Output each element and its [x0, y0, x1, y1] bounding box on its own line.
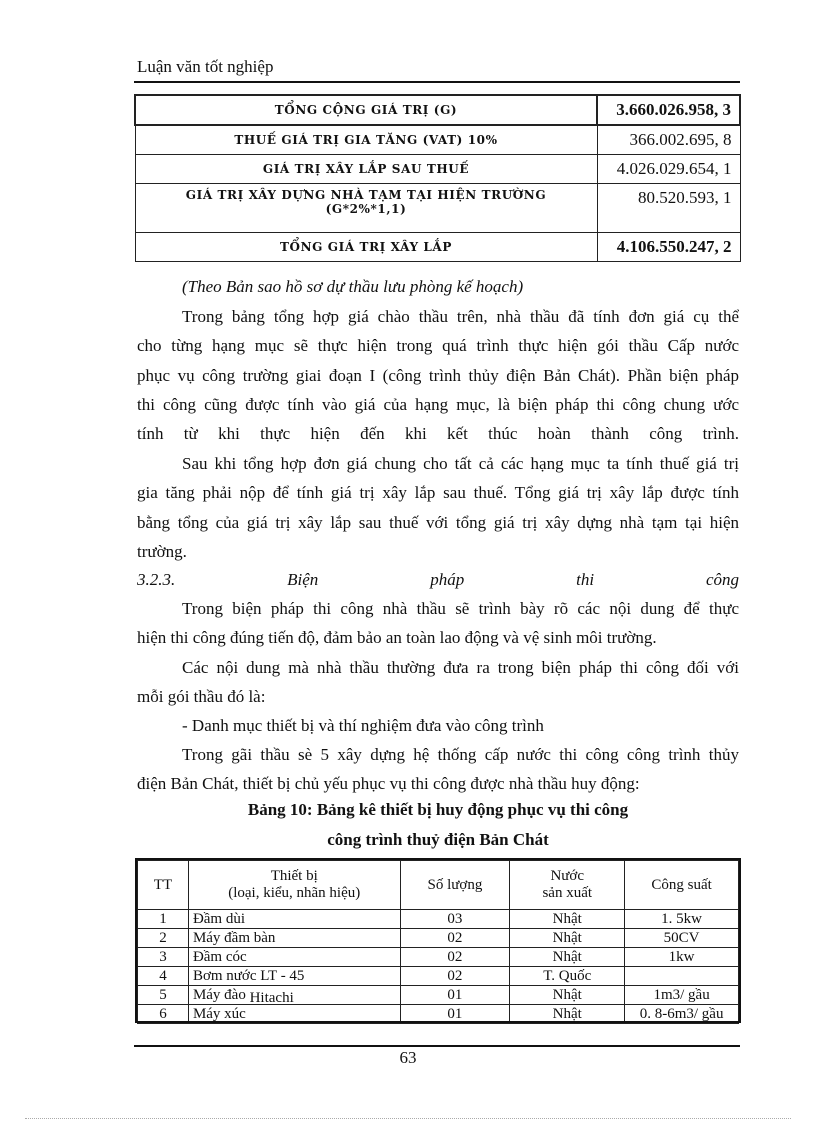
cell-qty: 01 — [400, 986, 510, 1005]
header-device — [188, 861, 400, 910]
paragraph-4 — [137, 653, 739, 712]
page-edge-dots — [25, 1118, 791, 1119]
device-name: Máy đào — [192, 986, 246, 1003]
paragraph-line: phục vụ công trường giai đoạn I (công trình thủy điện Bản Chát). Phần biện pháp — [137, 365, 739, 385]
cell-tt: 3 — [138, 948, 189, 967]
cell-capacity — [625, 967, 739, 986]
header-origin-line2: sản xuất — [542, 885, 593, 901]
table-row — [135, 184, 740, 233]
table-row — [138, 1005, 739, 1024]
paragraph-line: mỗi gói thầu đó là: — [137, 687, 266, 707]
summary-label-line2: (G*2%*1,1) — [325, 202, 407, 216]
cell-device: Đầm dùi — [188, 910, 400, 929]
cell-capacity: 1kw — [625, 948, 739, 967]
page-number: 63 — [399, 1048, 417, 1067]
summary-value: 3.660.026.958, 3 — [597, 95, 740, 125]
header-qty: Số lượng — [400, 861, 510, 910]
summary-label: TỔNG CỘNG GIÁ TRỊ (G) — [135, 95, 597, 125]
cell-origin: Nhật — [510, 929, 625, 948]
section-heading: 3.2.3. Biện pháp thi công — [137, 570, 739, 589]
cell-device — [188, 986, 400, 1005]
paragraph-line: Trong biện pháp thi công nhà thầu sẽ trình bày rõ các nội dung để thực — [182, 599, 739, 618]
paragraph-line: gia tăng phải nộp để tính giá trị xây lắp sau thuế. Tổng giá trị xây lắp được tính — [137, 483, 739, 503]
table-row — [138, 929, 739, 948]
cell-capacity: 1m3/ gầu — [625, 986, 739, 1005]
paragraph-line: cho từng hạng mục sẽ thực hiện trong quá trình thực hiện gói thầu Cấp nước — [137, 336, 739, 356]
paragraph-line: tính từ khi thực hiện đến khi kết thúc hoàn thành công trình. — [137, 424, 739, 444]
table-row — [138, 967, 739, 986]
cell-capacity: 1. 5kw — [625, 910, 739, 929]
table-caption-line1: Bảng 10: Bảng kê thiết bị huy động phục vụ thi công — [247, 800, 629, 819]
header-tt: TT — [138, 861, 189, 910]
header-device-line1: Thiết bị — [270, 868, 318, 884]
summary-label: THUẾ GIÁ TRỊ GIA TĂNG (VAT) 10% — [135, 125, 597, 155]
summary-label: TỔNG GIÁ TRỊ XÂY LẮP — [135, 233, 597, 262]
table-row — [135, 233, 740, 262]
paragraph-line: điện Bản Chát, thiết bị chủ yếu phục vụ thi công được nhà thầu huy động: — [137, 774, 640, 794]
paragraph-line: bằng tổng của giá trị xây lắp sau thuế với tổng giá trị xây dựng nhà tạm tại hiện — [137, 512, 739, 532]
table-row — [135, 155, 740, 184]
summary-value: 4.106.550.247, 2 — [597, 233, 740, 262]
paragraph-line: Các nội dung mà nhà thầu thường đưa ra trong biện pháp thi công đối với — [182, 658, 739, 677]
cell-origin: Nhật — [510, 910, 625, 929]
cell-origin: T. Quốc — [510, 967, 625, 986]
cell-device: Máy đầm bàn — [188, 929, 400, 948]
table-row — [135, 125, 740, 155]
table-row — [138, 986, 739, 1005]
equipment-table — [137, 860, 739, 1024]
header-rule — [134, 81, 740, 83]
device-brand: Hitachi — [249, 989, 294, 1006]
running-header: Luận văn tốt nghiệp — [137, 57, 274, 76]
header-capacity: Công suất — [625, 861, 739, 910]
paragraph-line: thi công cũng được tính vào giá của hạng mục, là biện pháp thi công chung ước — [137, 394, 739, 414]
paragraph-1 — [137, 302, 739, 448]
cell-tt: 4 — [138, 967, 189, 986]
summary-label — [135, 184, 597, 233]
table-row — [138, 948, 739, 967]
header-origin-line1: Nước — [550, 868, 585, 884]
cell-qty: 02 — [400, 948, 510, 967]
cell-tt: 5 — [138, 986, 189, 1005]
paragraph-5 — [137, 740, 739, 799]
table-caption-line2: công trình thuỷ điện Bản Chát — [327, 830, 549, 849]
cell-capacity: 50CV — [625, 929, 739, 948]
cell-origin: Nhật — [510, 986, 625, 1005]
paragraph-line: Sau khi tổng hợp đơn giá chung cho tất cả các hạng mục ta tính thuế giá trị — [182, 454, 739, 473]
cell-qty: 02 — [400, 967, 510, 986]
cell-device: Đầm cóc — [188, 948, 400, 967]
source-note: (Theo Bản sao hồ sơ dự thầu lưu phòng kế hoạch) — [182, 277, 524, 296]
cell-qty: 02 — [400, 929, 510, 948]
cell-device: Máy xúc — [188, 1005, 400, 1024]
cell-tt: 6 — [138, 1005, 189, 1024]
summary-value: 366.002.695, 8 — [597, 125, 740, 155]
summary-value: 4.026.029.654, 1 — [597, 155, 740, 184]
paragraph-line: hiện thi công đúng tiến độ, đảm bảo an toàn lao động và vệ sinh môi trường. — [137, 628, 657, 648]
cell-device: Bơm nước LT - 45 — [188, 967, 400, 986]
paragraph-line: Trong gãi thầu sè 5 xây dựng hệ thống cấp nước thi công công trình thủy — [182, 745, 739, 764]
cell-origin: Nhật — [510, 1005, 625, 1024]
cell-capacity: 0. 8-6m3/ gầu — [625, 1005, 739, 1024]
header-device-line2: (loại, kiểu, nhãn hiệu) — [228, 885, 361, 901]
footer-rule — [134, 1045, 740, 1047]
header-origin — [510, 861, 625, 910]
cell-origin: Nhật — [510, 948, 625, 967]
price-summary-table — [134, 94, 741, 262]
paragraph-line: Trong bảng tổng hợp giá chào thầu trên, nhà thầu đã tính đơn giá cụ thể — [182, 307, 739, 326]
summary-value: 80.520.593, 1 — [597, 184, 740, 233]
summary-label-line1: GIÁ TRỊ XÂY DỰNG NHÀ TẠM TẠI HIỆN TRƯỜNG — [185, 188, 547, 202]
cell-tt: 2 — [138, 929, 189, 948]
cell-tt: 1 — [138, 910, 189, 929]
paragraph-2 — [137, 449, 739, 566]
paragraph-line: trường. — [137, 541, 187, 561]
table-row — [135, 95, 740, 125]
table-row — [138, 910, 739, 929]
cell-qty: 01 — [400, 1005, 510, 1024]
table-header-row — [138, 861, 739, 910]
summary-label: GIÁ TRỊ XÂY LẮP SAU THUẾ — [135, 155, 597, 184]
paragraph-3 — [137, 594, 739, 653]
cell-qty: 03 — [400, 910, 510, 929]
bullet-item: - Danh mục thiết bị và thí nghiệm đưa vào công trình — [182, 716, 544, 735]
